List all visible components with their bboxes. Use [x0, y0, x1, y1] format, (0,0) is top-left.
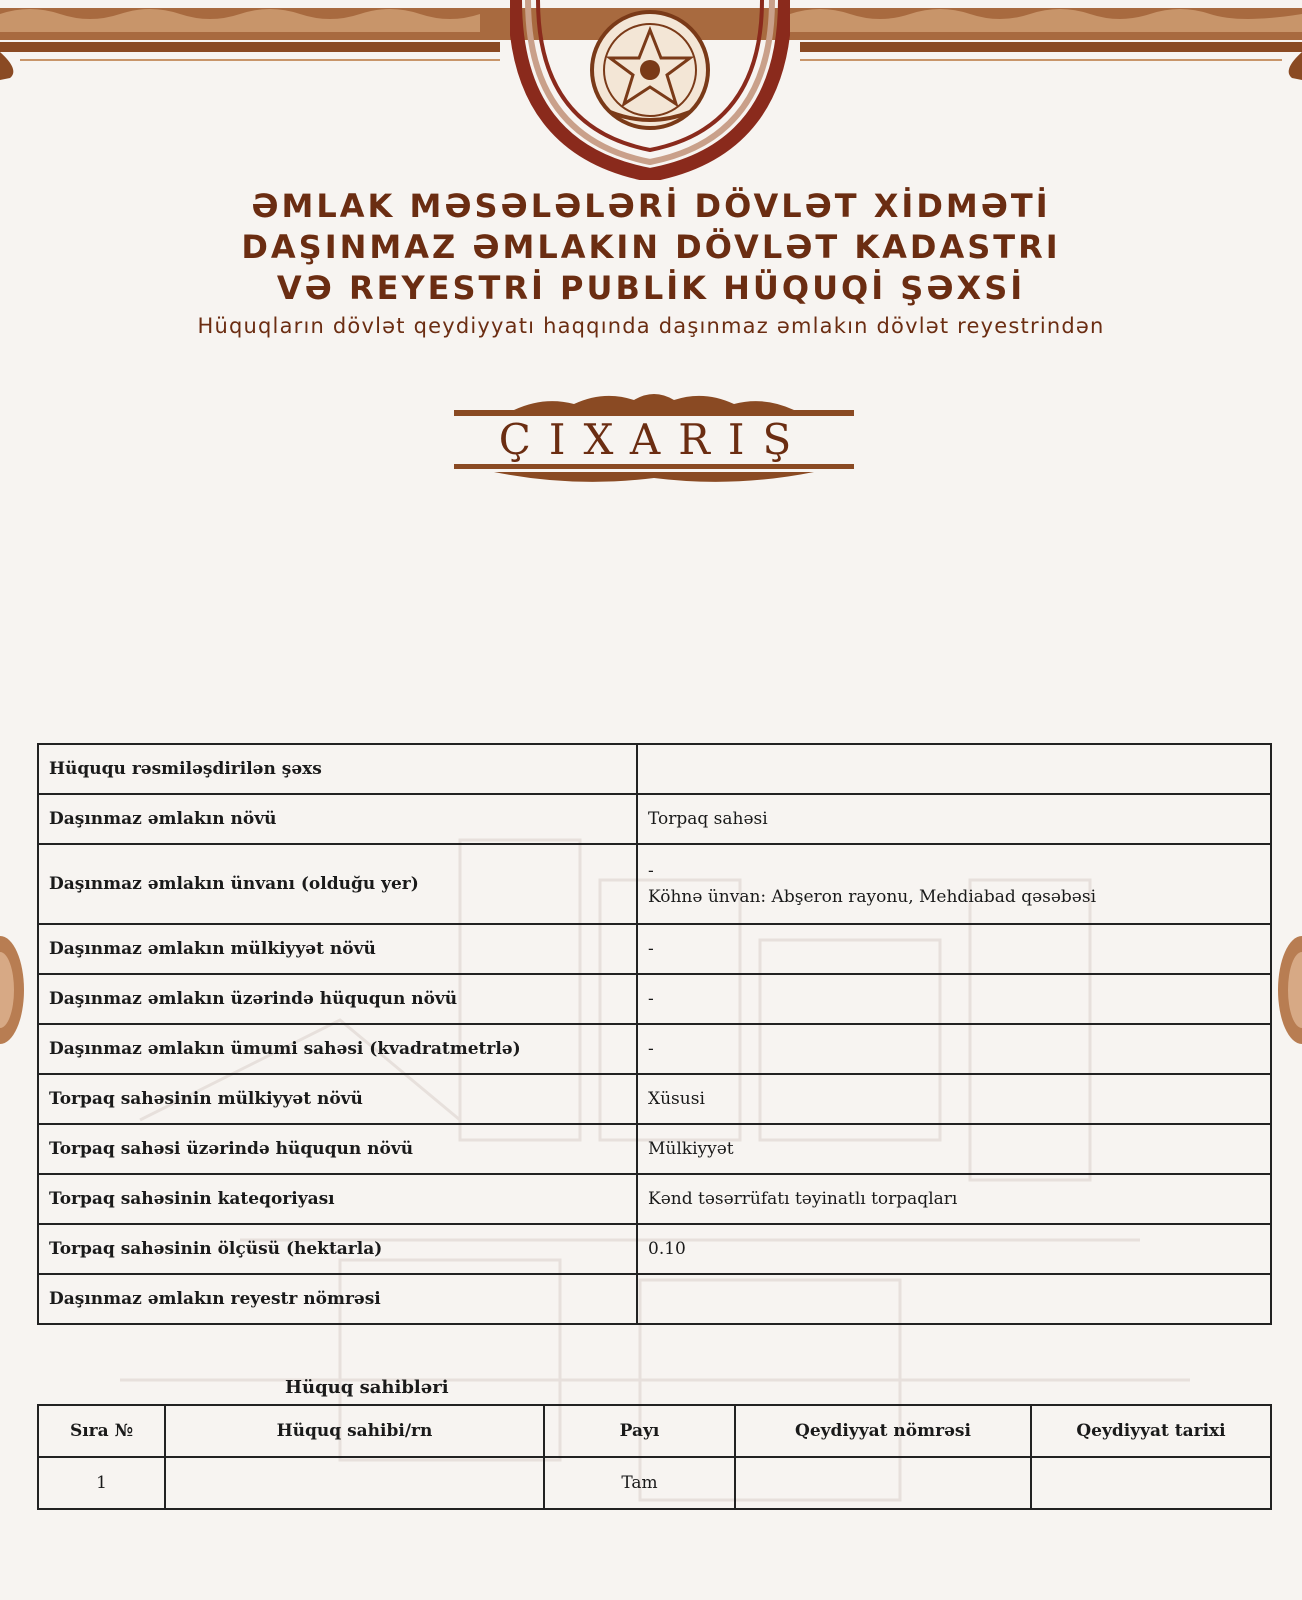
column-header: Payı	[544, 1405, 735, 1457]
row-value	[637, 1274, 1271, 1324]
table-header-row	[38, 1405, 1271, 1457]
table-row	[38, 844, 1271, 924]
org-line-1: ƏMLAK MƏSƏLƏLƏRİ DÖVLƏT XİDMƏTİ	[251, 187, 1051, 225]
table-row	[38, 1024, 1271, 1074]
row-label: Daşınmaz əmlakın mülkiyyət növü	[38, 924, 637, 974]
row-value: 0.10	[637, 1224, 1271, 1274]
document-subtitle: Hüquqların dövlət qeydiyyatı haqqında daşınmaz əmlakın dövlət reyestrindən	[197, 314, 1105, 338]
ornament-icon	[1276, 930, 1302, 1050]
row-label: Daşınmaz əmlakın ünvanı (olduğu yer)	[38, 844, 637, 924]
table-row	[38, 1174, 1271, 1224]
org-line-3: VƏ REYESTRİ PUBLİK HÜQUQİ ŞƏXSİ	[276, 269, 1026, 307]
row-label: Daşınmaz əmlakın reyestr nömrəsi	[38, 1274, 637, 1324]
organization-name	[0, 186, 1302, 309]
org-line-2: DAŞINMAZ ƏMLAKIN DÖVLƏT KADASTRI	[241, 228, 1061, 266]
owner-share: Tam	[544, 1457, 735, 1509]
table-row	[38, 794, 1271, 844]
title-banner	[454, 386, 854, 490]
owners-table	[37, 1404, 1272, 1510]
table-row	[38, 1124, 1271, 1174]
column-header: Qeydiyyat nömrəsi	[735, 1405, 1031, 1457]
row-value: -	[637, 974, 1271, 1024]
owner-registration-number	[735, 1457, 1031, 1509]
property-info-table	[37, 743, 1272, 1325]
table-row	[38, 924, 1271, 974]
table-row	[38, 1074, 1271, 1124]
row-label: Daşınmaz əmlakın növü	[38, 794, 637, 844]
row-label: Torpaq sahəsinin kateqoriyası	[38, 1174, 637, 1224]
row-value: Kənd təsərrüfatı təyinatlı torpaqları	[637, 1174, 1271, 1224]
owner-name	[165, 1457, 544, 1509]
state-emblem-icon	[510, 0, 790, 180]
document-title: ÇIXARIŞ	[498, 415, 810, 464]
address-line-new: -	[648, 861, 654, 881]
table-row	[38, 1274, 1271, 1324]
row-value	[637, 744, 1271, 794]
owner-index: 1	[38, 1457, 165, 1509]
row-value: Mülkiyyət	[637, 1124, 1271, 1174]
row-value	[637, 844, 1271, 924]
owner-registration-date	[1031, 1457, 1271, 1509]
table-row	[38, 974, 1271, 1024]
row-label: Torpaq sahəsinin mülkiyyət növü	[38, 1074, 637, 1124]
row-value: -	[637, 1024, 1271, 1074]
table-row	[38, 1224, 1271, 1274]
ornament-icon	[0, 930, 26, 1050]
address-line-old: Köhnə ünvan: Abşeron rayonu, Mehdiabad qəsəbəsi	[648, 887, 1097, 907]
table-row	[38, 744, 1271, 794]
row-label: Torpaq sahəsinin ölçüsü (hektarla)	[38, 1224, 637, 1274]
row-label: Hüququ rəsmiləşdirilən şəxs	[38, 744, 637, 794]
column-header: Hüquq sahibi/rn	[165, 1405, 544, 1457]
row-value: Torpaq sahəsi	[637, 794, 1271, 844]
row-value: Xüsusi	[637, 1074, 1271, 1124]
row-value: -	[637, 924, 1271, 974]
row-label: Daşınmaz əmlakın üzərində hüququn növü	[38, 974, 637, 1024]
column-header: Qeydiyyat tarixi	[1031, 1405, 1271, 1457]
owners-title: Hüquq sahibləri	[285, 1377, 449, 1398]
row-label: Daşınmaz əmlakın ümumi sahəsi (kvadratmetrlə)	[38, 1024, 637, 1074]
row-label: Torpaq sahəsi üzərində hüququn növü	[38, 1124, 637, 1174]
column-header: Sıra №	[38, 1405, 165, 1457]
table-row	[38, 1457, 1271, 1509]
